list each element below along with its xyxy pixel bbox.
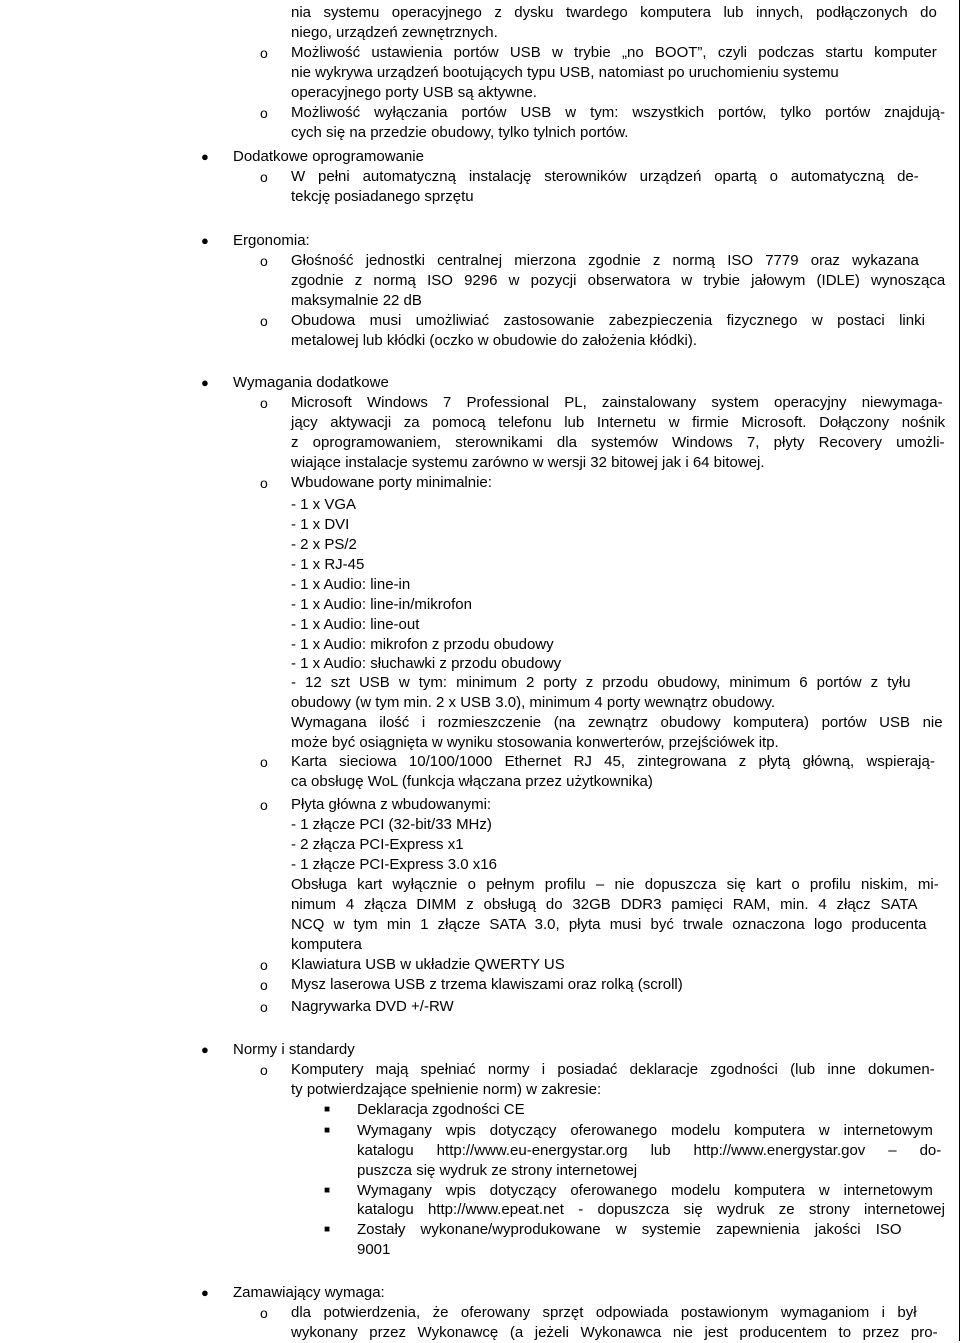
text-line: wiające instalacje systemu zarówno w wersji 32 bitowej jak i 64 bitowej. [291, 454, 765, 471]
text-line: Możliwość ustawienia portów USB w trybie „no BOOT”, czyli podczas startu komputer [291, 44, 937, 61]
text-line: dla potwierdzenia, że oferowany sprzęt odpowiada postawionym wymaganiom i był [291, 1304, 917, 1321]
text-line: Wymagany wpis dotyczący oferowanego modelu komputera w internetowym [357, 1122, 933, 1139]
square-marker: ■ [324, 1185, 331, 1196]
text-line: - 1 x RJ-45 [291, 556, 365, 573]
text-line: Klawiatura USB w układzie QWERTY US [291, 956, 565, 973]
text-line: metalowej lub kłódki (oczko w obudowie do założenia kłódki). [291, 332, 698, 349]
text-line: - 1 x Audio: line-out [291, 616, 420, 633]
sub-marker: o [260, 999, 268, 1015]
sub-marker: o [260, 45, 268, 61]
bullet-marker: ● [201, 1042, 209, 1057]
text-line: ca obsługę WoL (funkcja włączana przez użytkownika) [291, 773, 653, 790]
square-marker: ■ [324, 1125, 331, 1136]
text-line: może być osiągnięta w wyniku stosowania konwerterów, przejściówek itp. [291, 734, 779, 751]
text-line: nie wykrywa urządzeń bootujących typu USB, natomiast po uruchomieniu systemu [291, 64, 839, 81]
text-line: operacyjnego porty USB są aktywne. [291, 84, 537, 101]
text-line: - 2 x PS/2 [291, 536, 357, 553]
text-line: Płyta główna z wbudowanymi: [291, 796, 492, 813]
text-line: - 1 x Audio: line-in/mikrofon [291, 596, 472, 613]
sub-marker: o [260, 105, 268, 121]
text-line: nimum 4 złącza DIMM z obsługą do 32GB DDR3 pamięci RAM, min. 4 złącz SATA [291, 896, 918, 913]
text-line: Ergonomia: [233, 232, 310, 249]
text-line: - 1 złącze PCI-Express 3.0 x16 [291, 856, 497, 873]
text-line: jący aktywacji za pomocą telefonu lub Internetu w firmie Microsoft. Dołączony nośnik [291, 414, 946, 431]
text-line: Nagrywarka DVD +/-RW [291, 998, 454, 1015]
text-line: - 1 x Audio: line-in [291, 576, 411, 593]
text-line: - 1 x Audio: mikrofon z przodu obudowy [291, 636, 554, 653]
square-marker: ■ [324, 1224, 331, 1235]
text-line: Obudowa musi umożliwiać zastosowanie zabezpieczenia fizycznego w postaci linki [291, 312, 925, 329]
sub-marker: o [260, 253, 268, 269]
sub-marker: o [260, 977, 268, 993]
text-line: maksymalnie 22 dB [291, 292, 422, 309]
sub-marker: o [260, 957, 268, 973]
text-line: ty potwierdzające spełnienie norm) w zakresie: [291, 1081, 602, 1098]
text-line: Wbudowane porty minimalnie: [291, 474, 492, 491]
text-line: NCQ w tym min 1 złącze SATA 3.0, płyta musi być trwale oznaczona logo producenta [291, 916, 927, 933]
text-line: puszcza się wydruk ze strony internetowej [357, 1162, 638, 1179]
text-line: - 12 szt USB w tym: minimum 2 porty z przodu obudowy, minimum 6 portów z tyłu [291, 674, 911, 691]
text-line: 9001 [357, 1241, 391, 1258]
bullet-marker: ● [201, 375, 209, 390]
text-line: - 1 złącze PCI (32-bit/33 MHz) [291, 816, 492, 833]
text-line: - 1 x Audio: słuchawki z przodu obudowy [291, 655, 562, 672]
text-line: Możliwość wyłączania portów USB w tym: wszystkich portów, tylko portów znajdują- [291, 104, 946, 121]
text-line: nia systemu operacyjnego z dysku twardego komputera lub innych, podłączonych do [291, 4, 937, 21]
text-line: Mysz laserowa USB z trzema klawiszami oraz rolką (scroll) [291, 976, 683, 993]
bullet-marker: ● [201, 233, 209, 248]
text-line: katalogu http://www.eu-energystar.org lub http://www.energystar.gov – do- [357, 1142, 942, 1159]
sub-marker: o [260, 475, 268, 491]
text-line: Wymagany wpis dotyczący oferowanego modelu komputera w internetowym [357, 1182, 933, 1199]
sub-marker: o [260, 169, 268, 185]
text-line: Wymagania dodatkowe [233, 374, 389, 391]
text-line: tekcję posiadanego sprzętu [291, 188, 474, 205]
text-line: Deklaracja zgodności CE [357, 1101, 525, 1118]
sub-marker: o [260, 395, 268, 411]
text-line: Dodatkowe oprogramowanie [233, 148, 424, 165]
text-line: katalogu http://www.epeat.net - dopuszcza się wydruk ze strony internetowej [357, 1201, 945, 1218]
sub-marker: o [260, 797, 268, 813]
sub-marker: o [260, 313, 268, 329]
text-line: - 1 x VGA [291, 496, 357, 513]
text-line: Karta sieciowa 10/100/1000 Ethernet RJ 45, zintegrowana z płytą główną, wspierają- [291, 753, 935, 770]
text-line: - 1 x DVI [291, 516, 350, 533]
square-marker: ■ [324, 1104, 331, 1115]
sub-marker: o [260, 1062, 268, 1078]
text-line: obudowy (w tym min. 2 x USB 3.0), minimum 4 porty wewnątrz obudowy. [291, 694, 776, 711]
text-line: Komputery mają spełniać normy i posiadać deklaracje zgodności (lub inne dokumen- [291, 1061, 935, 1078]
text-line: Zamawiający wymaga: [233, 1284, 385, 1301]
text-line: cych się na przedzie obudowy, tylko tylnich portów. [291, 124, 629, 141]
bullet-marker: ● [201, 1285, 209, 1300]
sub-marker: o [260, 754, 268, 770]
text-line: Microsoft Windows 7 Professional PL, zainstalowany system operacyjny niewymaga- [291, 394, 943, 411]
sub-marker: o [260, 1305, 268, 1321]
text-line: z oprogramowaniem, sterownikami dla systemów Windows 7, płyty Recovery umożli- [291, 434, 945, 451]
bullet-marker: ● [201, 149, 209, 164]
text-line: Obsługa kart wyłącznie o pełnym profilu – nie dopuszcza się kart o profilu niskim, mi- [291, 876, 939, 893]
text-line: niego, urządzeń zewnętrznych. [291, 24, 498, 41]
text-line: komputera [291, 936, 362, 953]
text-line: W pełni automatyczną instalację sterowników urządzeń opartą o automatyczną de- [291, 168, 919, 185]
text-line: Wymagana ilość i rozmieszczenie (na zewnątrz obudowy komputera) portów USB nie [291, 714, 943, 731]
text-line: Zostały wykonane/wyprodukowane w systemie zapewnienia jakości ISO [357, 1221, 902, 1238]
text-line: zgodnie z normą ISO 9296 w pozycji obserwatora w trybie jałowym (IDLE) wynosząca [291, 272, 946, 289]
text-line: Głośność jednostki centralnej mierzona zgodnie z normą ISO 7779 oraz wykazana [291, 252, 919, 269]
text-line: wykonany przez Wykonawcę (a jeżeli Wykonawca nie jest producentem to przez pro- [291, 1324, 938, 1341]
text-line: Normy i standardy [233, 1041, 355, 1058]
text-line: - 2 złącza PCI-Express x1 [291, 836, 464, 853]
